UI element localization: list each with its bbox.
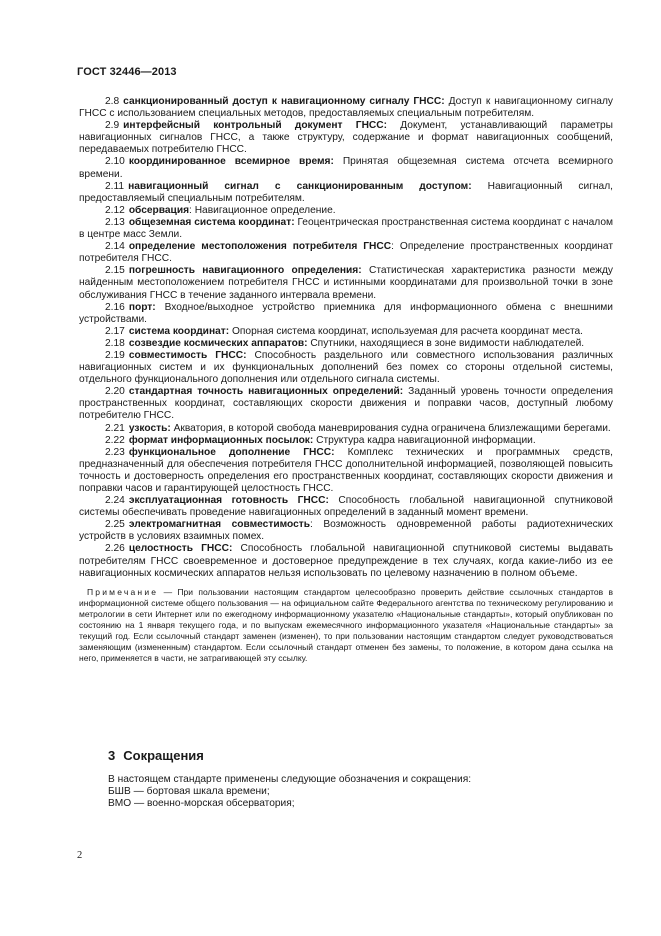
term-entry [79,519,613,543]
term-definition: Входное/выходное устройство приемника для информационного обмена с внешними устройствами. [79,301,613,325]
term-name: эксплуатационная готовность ГНСС: [128,495,329,507]
term-number: 2.21 [105,422,125,434]
term-definition: Документ, устанавливающий параметры навигационных сигналов ГНСС, а также структуру, содержание и формат навигационных сообщений, передаваемых потребителю ГНСС. [79,120,613,156]
term-entry [79,205,613,217]
term-number: 2.19 [105,349,125,361]
term-number: 2.13 [105,216,125,228]
term-entry [79,217,613,241]
terms-list [79,96,613,672]
term-number: 2.10 [105,156,125,168]
term-name: функциональное дополнение ГНСС: [128,446,335,458]
term-entry [79,241,613,265]
term-definition: Способность глобальной навигационной спутниковой системы выдавать потребителям ГНСС своевременное и достоверное предупреждение в тех случаях, когда какие-либо из ее навигационных космических аппаратов нельзя использовать по целевому назначению в полном объеме. [79,543,613,579]
term-definition: : Определение пространственных координат потребителя ГНСС. [79,241,613,265]
term-definition: Геоцентрическая пространственная система координат с началом в центре масс Земли. [79,216,613,241]
section-heading [108,748,204,763]
term-entry [79,120,613,156]
term-entry [79,265,613,301]
term-entry [79,96,613,120]
note-label: Примечание [87,586,159,597]
term-entry [79,302,613,326]
term-entry [79,423,613,435]
term-name: санкционированный доступ к навигационному сигналу ГНСС: [123,96,445,107]
note-text: — При пользовании настоящим стандартом целесообразно проверить действие ссылочных стандартов в информационной системе общего пользования — на официальном сайте Федерального агентства по техническому регулированию и метрологии в сети Интернет или по ежегодному информационному указателю «Национальные стандарты», который опубликован по состоянию на 1 января текущего года, и по выпускам ежемесячного информационного указателя «Национальные стандарты» за текущий год. Если ссылочный стандарт заменен (изменен), то при пользовании настоящим стандартом следует руководствоваться заменяющим (измененным) стандартом. Если ссылочный стандарт отменен без замены, то положение, в котором дана ссылка на него, применяется в части, не затрагивающей эту ссылку. [79,586,613,663]
term-number: 2.26 [105,543,125,555]
term-definition: Комплекс технических и программных средств, предназначенный для обеспечения потребителя ГНСС дополнительной информацией, позволяющей повысить точность и достоверность определения его пространственных координат, составляющих скорости движения и поправки часов и гарантирующей целостность ГНСС. [79,446,613,494]
term-entry [79,338,613,350]
term-definition: Способность глобальной навигационной спутниковой системы обеспечивать проведение навигационных определений в заданный момент времени. [79,495,613,519]
term-number: 2.15 [105,265,125,277]
term-entry [79,386,613,422]
term-name: электромагнитная совместимость [128,519,310,531]
term-number: 2.16 [105,301,125,313]
term-definition: Доступ к навигационному сигналу ГНСС с использованием специальных методов, предоставляемых специальным потребителям. [79,96,613,120]
term-name: общеземная система координат: [128,216,295,228]
abbreviations-intro: В настоящем стандарте применены следующие обозначения и сокращения: [108,774,472,785]
abbreviation-item: ВМО — военно-морская обсерватория; [108,798,295,810]
term-definition: Заданный уровень точности определения пространственных координат, составляющих скорости движения и поправки часов, доступный любому потребителю ГНСС. [79,386,613,422]
term-number: 2.11 [105,180,125,192]
note-paragraph [79,587,613,664]
term-name: созвездие космических аппаратов: [128,337,308,349]
term-number: 2.20 [105,386,125,398]
term-number: 2.12 [105,204,125,216]
term-name: интерфейсный контрольный документ ГНСС: [123,120,388,132]
term-entry [79,156,613,180]
term-entry [79,495,613,519]
term-definition: Акватория, в которой свобода маневрирования судна ограничена близлежащими берегами. [170,422,611,434]
term-name: обсервация [128,204,190,216]
term-name: совместимость ГНСС: [128,349,247,361]
term-name: навигационный сигнал с санкционированным доступом: [128,180,472,192]
term-number: 2.9 [105,120,120,132]
term-name: система координат: [128,325,230,337]
term-number: 2.23 [105,446,125,458]
term-definition: Структура кадра навигационной информации. [313,434,536,446]
term-entry [79,543,613,579]
term-definition: Спутники, находящиеся в зоне видимости наблюдателей. [307,337,585,349]
term-name: определение местоположения потребителя ГНСС [128,241,392,253]
document-header: ГОСТ 32446—2013 [77,66,177,78]
term-definition: Способность раздельного или совместного использования различных навигационных систем и их функциональных дополнений без помех со стороны отдельной системы, отдельного функционального дополнения или отдельного сигнала системы. [79,349,613,386]
term-entry [79,435,613,447]
abbreviations-block [79,774,613,810]
term-name: узкость: [128,422,171,434]
term-definition: : Навигационное определение. [189,204,336,216]
term-number: 2.24 [105,495,125,507]
page-number: 2 [77,850,83,861]
term-definition: Принятая общеземная система отсчета всемирного времени. [79,156,613,180]
term-name: стандартная точность навигационных определений: [128,386,404,398]
term-definition: Статистическая характеристика разности между найденным местоположением потребителя ГНСС и истинными координатами для произвольной точки в зоне обслуживания ГНСС в течение заданного интервала времени. [79,265,613,301]
term-definition: Навигационный сигнал, предоставляемый специальным потребителям. [79,180,613,204]
term-entry [79,181,613,205]
term-name: погрешность навигационного определения: [128,265,362,277]
term-entry [79,447,613,495]
section-number: 3 [108,748,116,763]
term-entry [79,326,613,338]
section-title: Сокращения [123,748,204,763]
term-number: 2.8 [105,96,120,107]
term-number: 2.22 [105,434,125,446]
abbreviation-item: БШВ — бортовая шкала времени; [108,786,270,798]
term-definition: : Возможность одновременной работы радиотехнических устройств в условиях взаимных помех. [79,519,613,543]
term-number: 2.17 [105,325,125,337]
term-name: порт: [128,301,156,313]
term-name: формат информационных посылок: [128,434,314,446]
term-definition: Опорная система координат, используемая для расчета координат места. [229,325,584,337]
term-number: 2.18 [105,337,125,349]
term-number: 2.14 [105,241,125,253]
term-number: 2.25 [105,519,125,531]
term-name: целостность ГНСС: [128,543,233,555]
term-entry [79,350,613,386]
term-name: координированное всемирное время: [128,156,334,168]
